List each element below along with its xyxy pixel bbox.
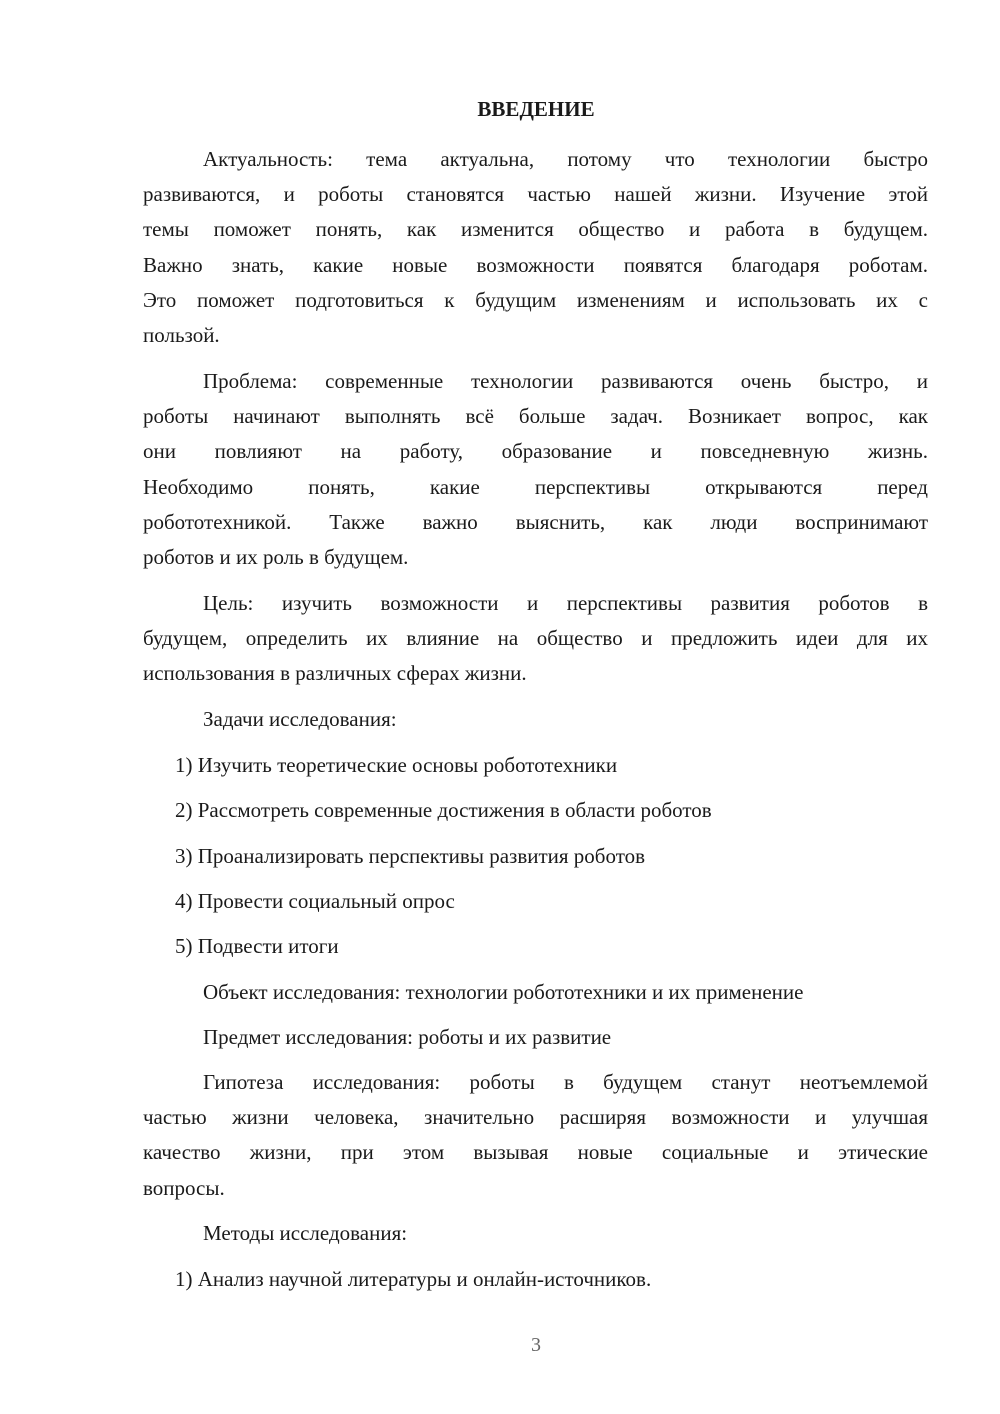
paragraph-line: вопросы. (143, 1175, 225, 1200)
paragraph-line: Проблема: современные технологии развиваются очень быстро, и (203, 369, 928, 393)
paragraph-line: темы поможет понять, как изменится общество и работа в будущем. (143, 217, 928, 242)
task-item: 3) Проанализировать перспективы развития роботов (175, 844, 646, 868)
relevance-paragraph (143, 142, 928, 353)
paragraph-line: роботы начинают выполнять всё больше задач. Возникает вопрос, как (143, 404, 928, 429)
methods-heading: Методы исследования: (203, 1221, 408, 1245)
paragraph-line: развиваются, и роботы становятся частью нашей жизни. Изучение этой (143, 182, 928, 207)
task-item: 5) Подвести итоги (175, 934, 339, 958)
tasks-heading: Задачи исследования: (203, 707, 397, 731)
task-item: 4) Провести социальный опрос (175, 889, 455, 913)
method-item: 1) Анализ научной литературы и онлайн-источников. (175, 1267, 652, 1291)
paragraph-line: Важно знать, какие новые возможности появятся благодаря роботам. (143, 252, 928, 277)
paragraph-line: Гипотеза исследования: роботы в будущем станут неотъемлемой (203, 1070, 928, 1094)
paragraph-line: будущем, определить их влияние на общество и предложить идеи для их (143, 626, 928, 651)
task-item: 1) Изучить теоретические основы робототехники (175, 753, 618, 777)
research-object: Объект исследования: технологии робототехники и их применение (203, 980, 804, 1004)
paragraph-line: частью жизни человека, значительно расширяя возможности и улучшая (143, 1105, 928, 1130)
task-item: 2) Рассмотреть современные достижения в области роботов (175, 798, 712, 822)
paragraph-line: использования в различных сферах жизни. (143, 661, 527, 686)
paragraph-line: робототехникой. Также важно выяснить, как люди воспринимают (143, 509, 928, 534)
problem-paragraph (143, 364, 928, 575)
paragraph-line: Актуальность: тема актуальна, потому что технологии быстро (203, 147, 928, 171)
paragraph-line: Необходимо понять, какие перспективы открываются перед (143, 474, 928, 499)
research-subject: Предмет исследования: роботы и их развитие (203, 1025, 612, 1049)
section-title: ВВЕДЕНИЕ (477, 97, 595, 121)
page-number: 3 (531, 1334, 541, 1356)
goal-paragraph (143, 586, 928, 692)
paragraph-line: Это поможет подготовиться к будущим изменениям и использовать их с (143, 287, 928, 312)
paragraph-line: они повлияют на работу, образование и повседневную жизнь. (143, 439, 928, 464)
paragraph-line: Цель: изучить возможности и перспективы развития роботов в (203, 591, 928, 615)
paragraph-line: качество жизни, при этом вызывая новые социальные и этические (143, 1140, 928, 1165)
paragraph-line: роботов и их роль в будущем. (143, 544, 409, 569)
hypothesis-paragraph (143, 1065, 928, 1206)
paragraph-line: пользой. (143, 322, 220, 347)
